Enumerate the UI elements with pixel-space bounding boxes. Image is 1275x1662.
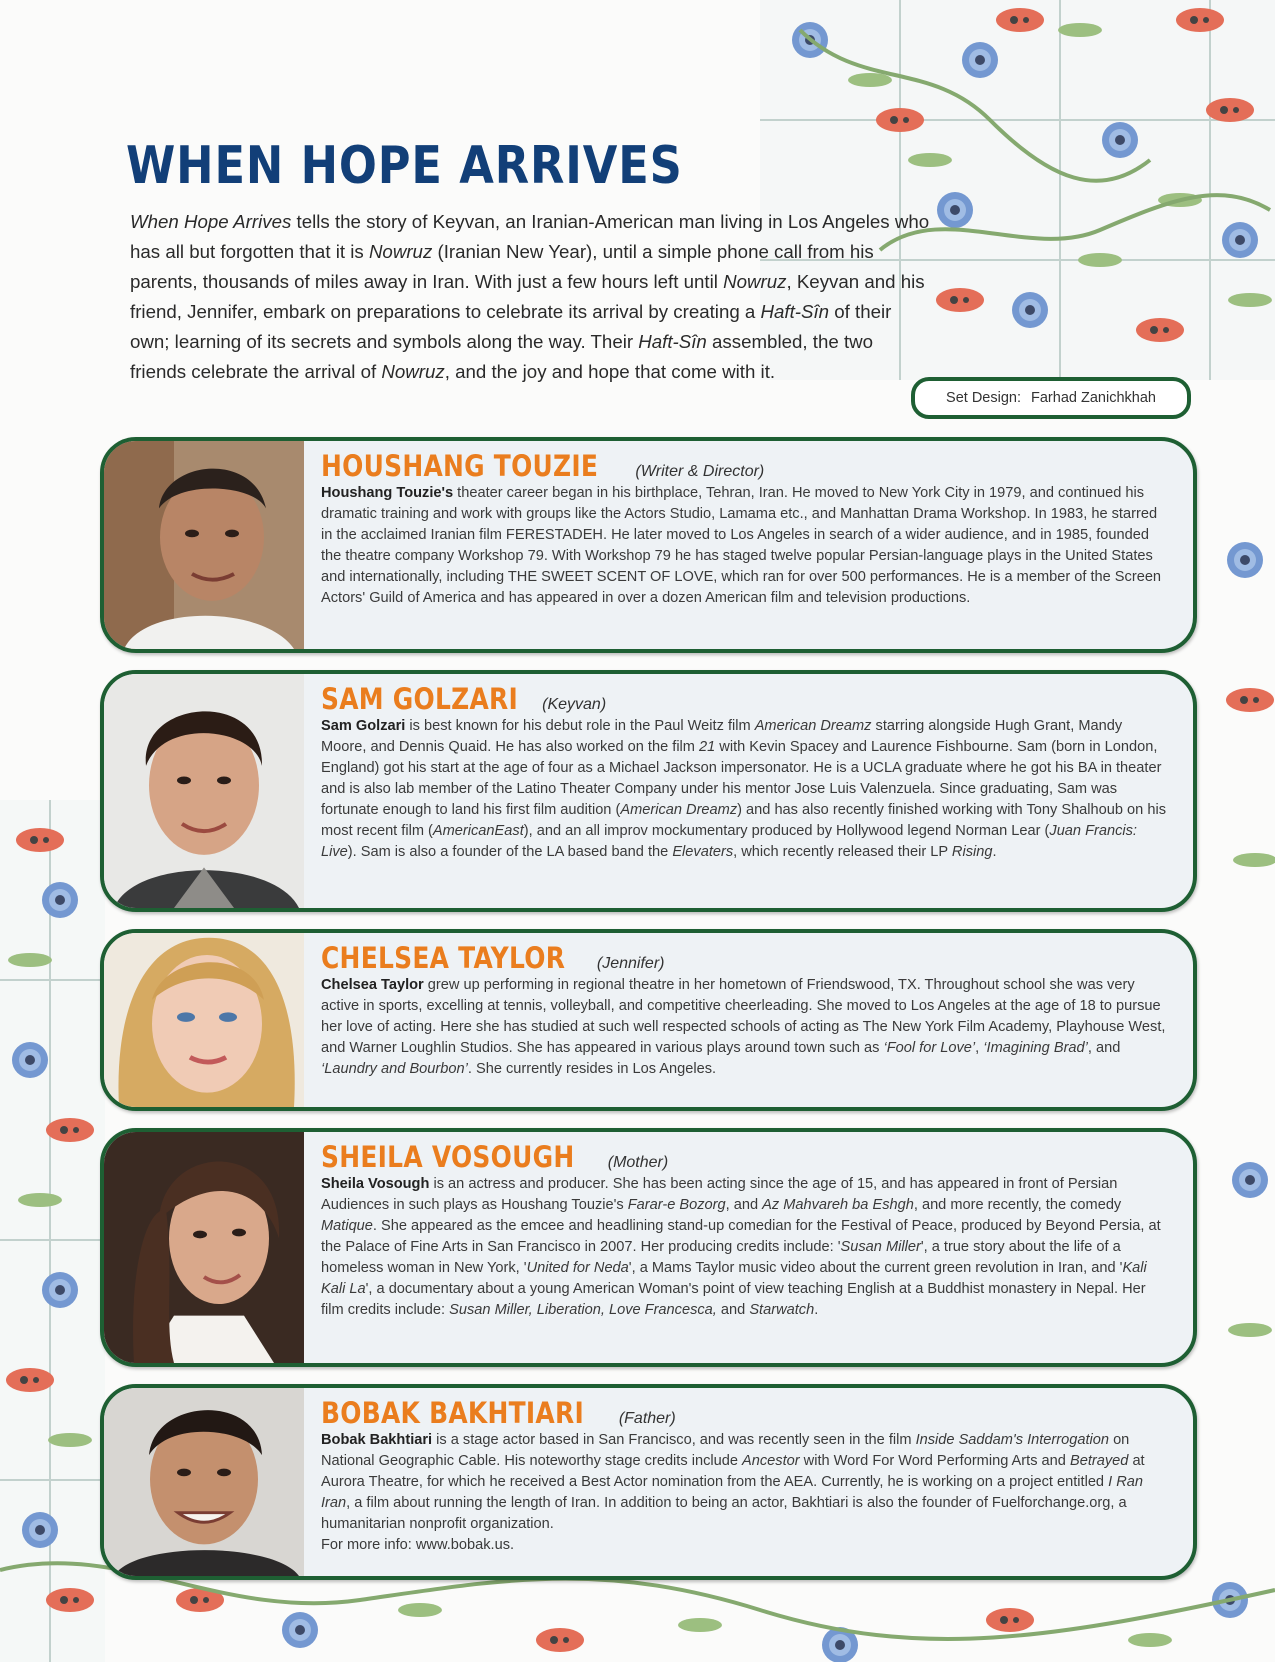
headshot-photo [104, 1388, 304, 1576]
cast-name: HOUSHANG TOUZIE [321, 449, 599, 483]
cast-bio: Bobak Bakhtiari is a stage actor based in San Francisco, and was recently seen in the film Inside Saddam's Interrogation on National Geographic Cable. His noteworthy stage credits include Ancestor with Word For Word Performing Arts and Betrayed at Aurora Theatre, for which he received a Best Actor nomination from the AEA. Currently, he is working on a project entitled I Ran Iran, a film about running the length of Iran. In addition to being an actor, Bakhtiari is also the founder of Fuelforchange.org, a humanitarian nonprofit organization. For more info: www.bobak.us. [321, 1432, 1145, 1553]
cast-name: BOBAK BAKHTIARI [321, 1396, 584, 1430]
headshot-photo [104, 674, 304, 908]
cast-card-sam-golzari [100, 670, 1197, 912]
cast-bio: Houshang Touzie's theater career began in his birthplace, Tehran, Iran. He moved to New York City in 1979, and continued his dramatic training and work with groups like the Actors Studio, Lamama etc., and Manhattan Drama Workshop. In 1983, he starred in the acclaimed Iranian film FERESTADEH. He later moved to Los Angeles in search of a wider audience, and in 1985, founded the theatre company Workshop 79. With Workshop 79 he has staged twelve popular Persian-language plays in the United States and internationally, including THE SWEET SCENT OF LOVE, which ran for over 500 performances. He is a member of the Screen Actors' Guild of America and has appeared in over a dozen American film and television productions. [321, 485, 1162, 606]
cast-name: SHEILA VOSOUGH [321, 1140, 575, 1174]
headshot-photo [104, 441, 304, 649]
cast-card-bobak-bakhtiari [100, 1384, 1197, 1580]
set-design-credit [911, 377, 1191, 419]
cast-card-houshang-touzie [100, 437, 1197, 653]
cast-bio: Chelsea Taylor grew up performing in regional theatre in her hometown of Friendswood, TX. Throughout school she was very active in sports, excelling at tennis, volleyball, and competitive cheerleading. She moved to Los Angeles at the age of 18 to pursue her love of acting. Here she has studied at such well respected schools of acting as The New York Film Academy, Playhouse West, and Warner Loughlin Studios. She has appeared in various plays around town such as ‘Fool for Love’, ‘Imagining Brad’, and ‘Laundry and Bourbon’. She currently resides in Los Angeles. [321, 977, 1166, 1077]
cast-bio: Sheila Vosough is an actress and producer. She has been acting since the age of 15, and has appeared in front of Persian Audiences in such plays as Houshang Touzie's Farar-e Bozorg, and Az Mahvareh ba Eshgh, and more recently, the comedy Matique. She appeared as the emcee and headlining stand-up comedian for the Festival of Peace, produced by Beyond Persia, at the Palace of Fine Arts in San Francisco in 2007. Her producing credits include: 'Susan Miller', a true story about the life of a homeless woman in New York, 'United for Neda', a Mams Taylor music video about the current green revolution in Iran, and 'Kali Kali La', a documentary about a young American Woman's point of view teaching English at a Buddhist monastery in Nepal. Her film credits include: Susan Miller, Liberation, Love Francesca, and Starwatch. [321, 1176, 1161, 1318]
cast-name: CHELSEA TAYLOR [321, 941, 566, 975]
cast-role: (Father) [618, 1410, 676, 1427]
cast-role: (Keyvan) [542, 696, 607, 713]
headshot-photo [104, 933, 304, 1107]
cast-role: (Writer & Director) [635, 463, 765, 480]
page-title: WHEN HOPE ARRIVES [126, 136, 683, 196]
cast-role: (Jennifer) [596, 955, 665, 972]
synopsis-paragraph: When Hope Arrives tells the story of Keyvan, an Iranian-American man living in Los Angeles who has all but forgotten that it is Nowruz (Iranian New Year), until a simple phone call from his parents, thousands of miles away in Iran. With just a few hours left until Nowruz, Keyvan and his friend, Jennifer, embark on preparations to celebrate its arrival by creating a Haft-Sîn of their own; learning of its secrets and symbols along the way. Their Haft-Sîn assembled, the two friends celebrate the arrival of Nowruz, and the joy and hope that come with it. [130, 211, 930, 382]
cast-role: (Mother) [607, 1154, 669, 1171]
set-design-name: Farhad Zanichkhah [1031, 390, 1156, 406]
cast-name: SAM GOLZARI [321, 682, 519, 716]
cast-bio: Sam Golzari is best known for his debut role in the Paul Weitz film American Dreamz starring alongside Hugh Grant, Mandy Moore, and Dennis Quaid. He has also worked on the film 21 with Kevin Spacey and Laurence Fishbourne. Sam (born in London, England) got his start at the age of four as a Michael Jackson impersonator. He is a UCLA graduate where he got his BA in theater and is also lab member of the Latino Theater Company under his mentor Jose Luis Valenzuela. Since graduating, Sam was fortunate enough to land his first film audition (American Dreamz) and has also recently finished working with Tony Shalhoub on his most recent film (AmericanEast), and an all improv mockumentary produced by Hollywood legend Norman Lear (Juan Francis: Live). Sam is also a founder of the LA based band the Elevaters, which recently released their LP Rising. [321, 718, 1167, 860]
set-design-label: Set Design: [946, 390, 1022, 406]
cast-card-sheila-vosough [100, 1128, 1197, 1367]
headshot-photo [104, 1132, 304, 1363]
cast-card-chelsea-taylor [100, 929, 1197, 1111]
